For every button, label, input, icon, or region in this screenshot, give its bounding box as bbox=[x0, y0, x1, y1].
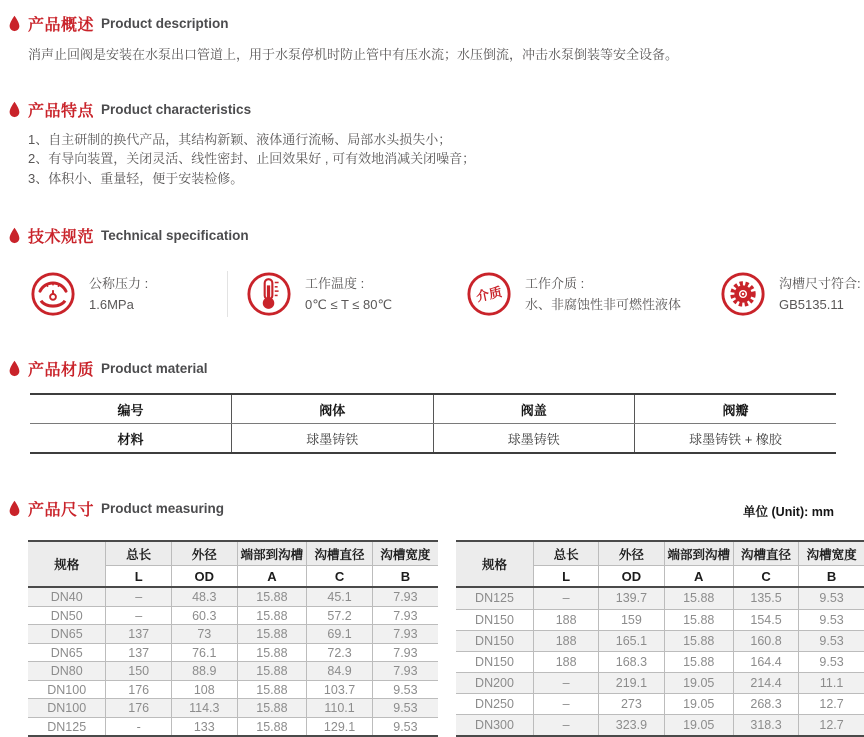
specification-strip bbox=[30, 263, 864, 325]
material-cell: 球墨铸铁 bbox=[433, 424, 635, 454]
column-header-outer-diameter: 外径 bbox=[171, 541, 237, 566]
dimension-cell: 188 bbox=[534, 651, 599, 672]
dimension-cell: DN100 bbox=[28, 699, 106, 718]
dimension-row bbox=[28, 606, 438, 625]
overview-body: 消声止回阀是安装在水泵出口管道上，用于水泵停机时防止管中有压水流；水压倒流，冲击水泵倒装等安全设备。 bbox=[28, 47, 679, 62]
dimension-cell: 19.05 bbox=[664, 672, 733, 693]
material-row-label: 材料 bbox=[117, 431, 144, 447]
dimension-cell: 219.1 bbox=[599, 672, 664, 693]
table-body bbox=[456, 587, 864, 736]
column-header-end-to-groove: 端部到沟槽 bbox=[664, 541, 733, 566]
medium-badge-icon bbox=[466, 271, 512, 317]
dimension-cell: DN200 bbox=[456, 672, 534, 693]
spec-label: 工作温度 : bbox=[305, 275, 365, 291]
dimension-cell: 9.53 bbox=[372, 680, 438, 699]
specification-title-en: Technical specification bbox=[101, 228, 249, 244]
subheader-L: L bbox=[106, 566, 172, 588]
dimension-cell: 9.53 bbox=[799, 609, 864, 630]
dimension-cell: – bbox=[106, 606, 172, 625]
subheader-B: B bbox=[372, 566, 438, 588]
dimension-cell: 164.4 bbox=[733, 651, 798, 672]
dimension-row bbox=[28, 699, 438, 718]
dimension-cell: DN100 bbox=[28, 680, 106, 699]
dimension-cell: – bbox=[106, 587, 172, 606]
dimension-cell: DN300 bbox=[456, 715, 534, 737]
dimension-cell: 188 bbox=[534, 609, 599, 630]
dimension-row bbox=[456, 587, 864, 609]
spec-value: GB5135.11 bbox=[779, 297, 844, 313]
dimension-row bbox=[456, 715, 864, 737]
dimension-cell: 168.3 bbox=[599, 651, 664, 672]
dimension-cell: 188 bbox=[534, 630, 599, 651]
dimension-cell: 19.05 bbox=[664, 715, 733, 737]
material-title-en: Product material bbox=[101, 361, 208, 377]
drop-icon bbox=[8, 500, 21, 517]
dimension-cell: 110.1 bbox=[307, 699, 373, 718]
subheader-OD: OD bbox=[599, 566, 664, 588]
dimension-cell: 15.88 bbox=[237, 699, 307, 718]
dimension-cell: 323.9 bbox=[599, 715, 664, 737]
dimension-cell: - bbox=[106, 717, 172, 736]
dimension-cell: 165.1 bbox=[599, 630, 664, 651]
dimension-cell: 137 bbox=[106, 643, 172, 662]
dimension-cell: 15.88 bbox=[664, 609, 733, 630]
dimension-cell: 15.88 bbox=[237, 587, 307, 606]
table-head bbox=[456, 541, 864, 587]
thermometer-icon bbox=[246, 271, 292, 317]
dimension-row bbox=[456, 693, 864, 714]
spec-label: 沟槽尺寸符合: bbox=[779, 275, 861, 291]
subheader-OD: OD bbox=[171, 566, 237, 588]
spec-label: 公称压力 : bbox=[89, 275, 149, 291]
material-header-cell: 阀盖 bbox=[433, 394, 635, 424]
dimension-cell: 108 bbox=[171, 680, 237, 699]
dimension-cell: 154.5 bbox=[733, 609, 798, 630]
pressure-gauge-icon bbox=[30, 271, 76, 317]
dimension-tables bbox=[28, 540, 864, 737]
material-cell: 球墨铸铁 + 橡胶 bbox=[635, 424, 837, 454]
specification-title-zh: 技术规范 bbox=[28, 229, 95, 247]
subheader-A: A bbox=[664, 566, 733, 588]
spec-item-groove-standard bbox=[718, 271, 861, 317]
dimension-cell: 12.7 bbox=[799, 715, 864, 737]
material-header-cell: 阀体 bbox=[232, 394, 434, 424]
specification-section-header bbox=[8, 224, 864, 247]
dimension-cell: DN80 bbox=[28, 662, 106, 681]
spec-text bbox=[89, 273, 148, 316]
dimension-cell: 9.53 bbox=[799, 651, 864, 672]
dimension-cell: 160.8 bbox=[733, 630, 798, 651]
dimension-row bbox=[28, 625, 438, 644]
dimension-cell: 7.93 bbox=[372, 625, 438, 644]
dimension-cell: 15.88 bbox=[664, 587, 733, 609]
dimension-cell: 15.88 bbox=[237, 717, 307, 736]
measuring-section-header bbox=[8, 497, 834, 520]
dimension-cell: 57.2 bbox=[307, 606, 373, 625]
dimension-cell: DN150 bbox=[456, 630, 534, 651]
column-header-groove-width: 沟槽宽度 bbox=[372, 541, 438, 566]
dimension-cell: 114.3 bbox=[171, 699, 237, 718]
dimension-cell: 159 bbox=[599, 609, 664, 630]
dimension-cell: 7.93 bbox=[372, 662, 438, 681]
drop-icon bbox=[8, 360, 21, 377]
dimension-cell: 139.7 bbox=[599, 587, 664, 609]
dimension-cell: 7.93 bbox=[372, 587, 438, 606]
dimension-cell: 84.9 bbox=[307, 662, 373, 681]
dimension-row bbox=[456, 609, 864, 630]
dimension-cell: 60.3 bbox=[171, 606, 237, 625]
spec-item-pressure bbox=[30, 271, 227, 317]
characteristic-item: 2、有导向装置，关闭灵活、线性密封、止回效果好 , 可有效地消减关闭噪音； bbox=[28, 151, 476, 167]
gear-icon bbox=[720, 271, 766, 317]
dimensions-table-left bbox=[28, 540, 438, 737]
dimension-cell: 137 bbox=[106, 625, 172, 644]
dimension-cell: 88.9 bbox=[171, 662, 237, 681]
dimension-cell: 176 bbox=[106, 680, 172, 699]
material-header-cell: 阀瓣 bbox=[635, 394, 837, 424]
subheader-B: B bbox=[799, 566, 864, 588]
dimension-cell: DN65 bbox=[28, 643, 106, 662]
overview-section-header bbox=[8, 0, 864, 35]
subheader-C: C bbox=[733, 566, 798, 588]
material-data-row bbox=[30, 424, 836, 454]
dimension-cell: 9.53 bbox=[799, 587, 864, 609]
dimension-cell: 9.53 bbox=[372, 699, 438, 718]
column-header-end-to-groove: 端部到沟槽 bbox=[237, 541, 307, 566]
spec-value: 1.6MPa bbox=[89, 297, 134, 313]
material-title-zh: 产品材质 bbox=[28, 362, 95, 380]
dimension-cell: 73 bbox=[171, 625, 237, 644]
overview-title-zh: 产品概述 bbox=[28, 17, 95, 34]
dimension-cell: 15.88 bbox=[237, 625, 307, 644]
dimension-cell: 19.05 bbox=[664, 693, 733, 714]
characteristics-title-zh: 产品特点 bbox=[28, 102, 95, 120]
drop-icon bbox=[8, 227, 21, 244]
dimension-cell: 7.93 bbox=[372, 643, 438, 662]
column-header-groove-width: 沟槽宽度 bbox=[799, 541, 864, 566]
characteristic-item: 1、自主研制的换代产品，其结构新颖、液体通行流畅、局部水头损失小； bbox=[28, 131, 452, 147]
dimension-row bbox=[456, 672, 864, 693]
overview-title-en: Product description bbox=[101, 16, 229, 31]
dimension-cell: 150 bbox=[106, 662, 172, 681]
dimension-cell: 9.53 bbox=[799, 630, 864, 651]
dimension-cell: 45.1 bbox=[307, 587, 373, 606]
dimension-cell: DN50 bbox=[28, 606, 106, 625]
characteristics-section-header bbox=[8, 98, 864, 121]
dimension-cell: 318.3 bbox=[733, 715, 798, 737]
dimension-cell: DN150 bbox=[456, 651, 534, 672]
characteristics-title-en: Product characteristics bbox=[101, 101, 252, 117]
dimension-cell: 133 bbox=[171, 717, 237, 736]
dimension-cell: 11.1 bbox=[799, 672, 864, 693]
header-row bbox=[28, 541, 438, 566]
spec-text bbox=[305, 273, 392, 316]
dimension-cell: 15.88 bbox=[237, 606, 307, 625]
table-head bbox=[28, 541, 438, 587]
dimension-cell: 103.7 bbox=[307, 680, 373, 699]
dimension-cell: 76.1 bbox=[171, 643, 237, 662]
column-header-groove-diameter: 沟槽直径 bbox=[307, 541, 373, 566]
header-row bbox=[456, 541, 864, 566]
dimension-row bbox=[28, 643, 438, 662]
column-header-spec: 规格 bbox=[456, 541, 534, 587]
dimension-cell: 268.3 bbox=[733, 693, 798, 714]
table-body bbox=[28, 587, 438, 736]
dimension-cell: – bbox=[534, 587, 599, 609]
dimension-cell: 9.53 bbox=[372, 717, 438, 736]
dimension-cell: DN40 bbox=[28, 587, 106, 606]
dimension-cell: DN250 bbox=[456, 693, 534, 714]
material-section-header bbox=[8, 357, 864, 380]
dimension-cell: 273 bbox=[599, 693, 664, 714]
material-header-row bbox=[30, 394, 836, 424]
material-cell: 球墨铸铁 bbox=[232, 424, 434, 454]
dimension-cell: DN65 bbox=[28, 625, 106, 644]
medium-badge-text: 介质 bbox=[474, 284, 504, 305]
spec-text bbox=[525, 273, 681, 316]
subheader-L: L bbox=[534, 566, 599, 588]
dimension-cell: 15.88 bbox=[237, 680, 307, 699]
drop-icon bbox=[8, 15, 21, 32]
dimension-cell: 12.7 bbox=[799, 693, 864, 714]
dimension-cell: 15.88 bbox=[237, 643, 307, 662]
spec-item-medium bbox=[464, 271, 718, 317]
dimension-cell: – bbox=[534, 672, 599, 693]
dimension-cell: – bbox=[534, 715, 599, 737]
dimension-row bbox=[28, 717, 438, 736]
dimension-cell: – bbox=[534, 693, 599, 714]
measuring-title-zh: 产品尺寸 bbox=[28, 502, 95, 520]
column-header-groove-diameter: 沟槽直径 bbox=[733, 541, 798, 566]
dimension-cell: 69.1 bbox=[307, 625, 373, 644]
dimension-cell: DN125 bbox=[28, 717, 106, 736]
drop-icon bbox=[8, 101, 21, 118]
column-header-total-length: 总长 bbox=[534, 541, 599, 566]
measuring-title-en: Product measuring bbox=[101, 501, 225, 517]
spec-label: 工作介质 : bbox=[525, 275, 585, 291]
dimension-cell: 15.88 bbox=[237, 662, 307, 681]
spec-item-temperature bbox=[227, 271, 464, 317]
dimension-cell: DN125 bbox=[456, 587, 534, 609]
column-header-spec: 规格 bbox=[28, 541, 106, 587]
unit-label: 单位 (Unit): mm bbox=[743, 505, 834, 520]
subheader-C: C bbox=[307, 566, 373, 588]
dimension-row bbox=[28, 662, 438, 681]
characteristics-list bbox=[28, 130, 864, 189]
dimension-cell: 15.88 bbox=[664, 630, 733, 651]
dimension-row bbox=[456, 630, 864, 651]
material-header-cell: 编号 bbox=[30, 394, 232, 424]
dimension-cell: 129.1 bbox=[307, 717, 373, 736]
dimension-cell: 176 bbox=[106, 699, 172, 718]
dimension-cell: 135.5 bbox=[733, 587, 798, 609]
column-header-outer-diameter: 外径 bbox=[599, 541, 664, 566]
spec-value: 水、非腐蚀性非可燃性液体 bbox=[525, 297, 682, 313]
dimension-cell: 15.88 bbox=[664, 651, 733, 672]
dimensions-table-right bbox=[456, 540, 864, 737]
subheader-A: A bbox=[237, 566, 307, 588]
column-header-total-length: 总长 bbox=[106, 541, 172, 566]
dimension-cell: DN150 bbox=[456, 609, 534, 630]
dimension-row bbox=[456, 651, 864, 672]
dimension-cell: 7.93 bbox=[372, 606, 438, 625]
material-table bbox=[30, 393, 836, 454]
measuring-title-group bbox=[8, 497, 224, 520]
dimension-row bbox=[28, 587, 438, 606]
spec-value: 0℃ ≤ T ≤ 80℃ bbox=[305, 297, 393, 313]
characteristic-item: 3、体积小、重量轻，便于安装检修。 bbox=[28, 170, 244, 186]
spec-text bbox=[779, 273, 861, 316]
dimension-cell: 48.3 bbox=[171, 587, 237, 606]
dimension-cell: 72.3 bbox=[307, 643, 373, 662]
dimension-cell: 214.4 bbox=[733, 672, 798, 693]
